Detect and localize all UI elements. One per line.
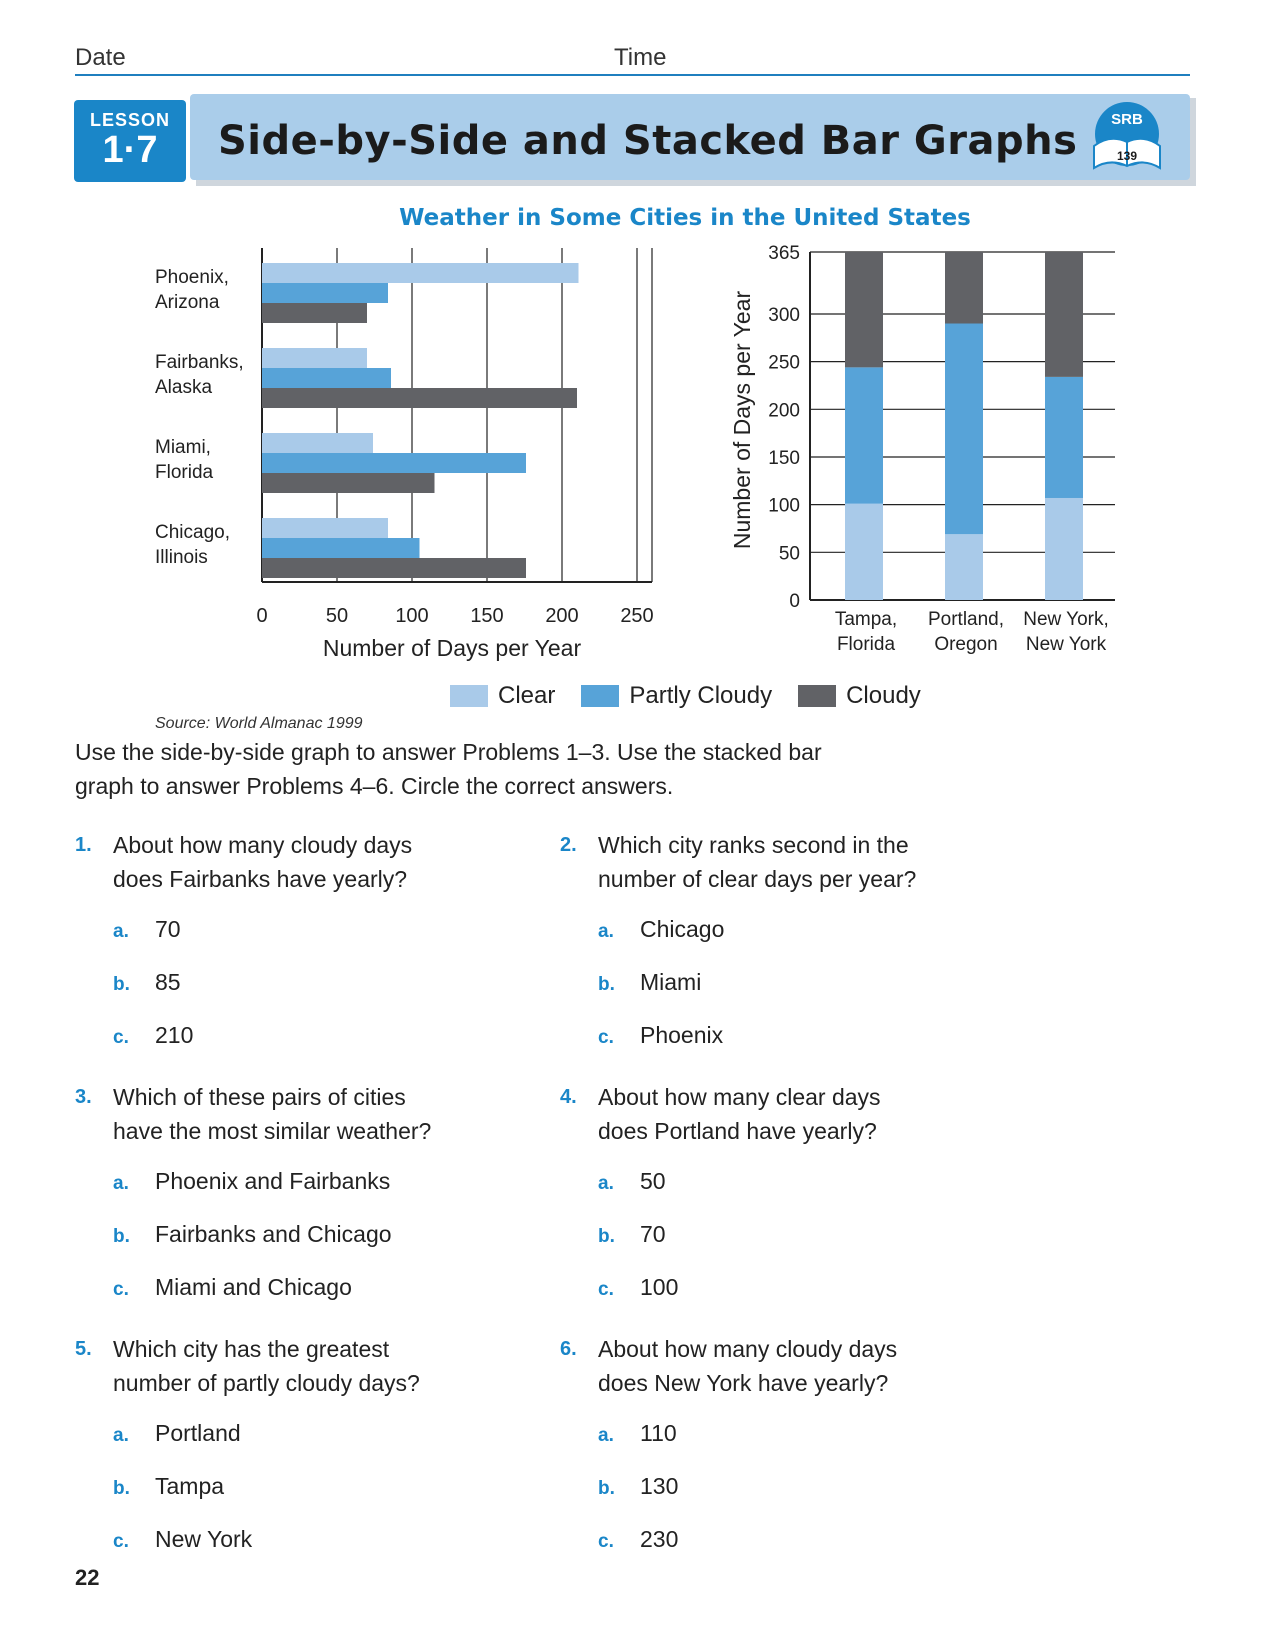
option-a[interactable]: Chicago <box>640 916 725 942</box>
option-letter: a. <box>113 921 129 942</box>
y-tick-label: 100 <box>768 495 800 517</box>
stacked-bar-tampa-clear <box>845 504 883 600</box>
stacked-category-label-tampa: Florida <box>836 634 896 655</box>
legend <box>450 682 947 710</box>
question-text: Which city has the greatest <box>113 1336 390 1362</box>
x-axis-label: Number of Days per Year <box>322 635 582 661</box>
question-number: 6. <box>560 1338 577 1360</box>
lesson-number: 1·7 <box>102 129 158 171</box>
option-a[interactable]: Phoenix and Fairbanks <box>155 1168 391 1194</box>
instructions <box>75 735 975 803</box>
question-number: 2. <box>560 834 577 856</box>
option-b[interactable]: Tampa <box>155 1473 225 1499</box>
option-b[interactable]: Miami <box>640 969 702 995</box>
question-text: number of clear days per year? <box>598 866 917 892</box>
option-letter: a. <box>598 1173 614 1194</box>
stacked-category-label-tampa: Tampa, <box>834 609 898 630</box>
option-letter: b. <box>598 1478 615 1499</box>
category-label-phoenix: Phoenix, <box>155 267 229 288</box>
option-c[interactable]: New York <box>155 1526 253 1552</box>
legend-item-partly-cloudy <box>581 682 772 710</box>
y-tick-label: 200 <box>768 400 800 422</box>
option-letter: a. <box>113 1173 129 1194</box>
option-a[interactable]: 70 <box>155 916 181 942</box>
srb-label: SRB <box>1111 111 1143 128</box>
srb-page: 139 <box>1116 149 1138 163</box>
stacked-bar-portland-partly-cloudy <box>945 324 983 535</box>
instructions-line-1: Use the side-by-side graph to answer Problems 1–3. Use the stacked bar <box>75 739 822 765</box>
option-letter: b. <box>598 974 615 995</box>
legend-swatch-clear <box>450 685 488 707</box>
stacked-bar-chart <box>0 0 1275 680</box>
stacked-bar-portland-cloudy <box>945 252 983 324</box>
legend-item-clear <box>450 682 555 710</box>
y-tick-label: 0 <box>789 591 800 612</box>
question-text: have the most similar weather? <box>113 1118 432 1144</box>
x-tick-label: 50 <box>325 605 349 627</box>
option-letter: c. <box>598 1531 614 1552</box>
option-c[interactable]: Phoenix <box>640 1022 724 1048</box>
question-text: About how many clear days <box>598 1084 881 1110</box>
option-c[interactable]: 230 <box>640 1526 679 1552</box>
option-letter: b. <box>113 1226 130 1247</box>
option-b[interactable]: 130 <box>640 1473 679 1499</box>
category-label-chicago: Chicago, <box>155 522 230 543</box>
option-letter: b. <box>113 974 130 995</box>
date-label: Date <box>75 44 126 71</box>
stacked-bar-new-york-cloudy <box>1045 252 1083 377</box>
option-b[interactable]: 85 <box>155 969 181 995</box>
y-tick-label: 250 <box>768 352 800 374</box>
option-letter: a. <box>113 1425 129 1446</box>
stacked-category-label-new-york: New York, <box>1023 609 1109 630</box>
page-number: 22 <box>75 1565 100 1590</box>
stacked-category-label-portland: Portland, <box>927 609 1005 630</box>
question-text: Which city ranks second in the <box>598 832 909 858</box>
question-number: 1. <box>75 834 92 856</box>
option-c[interactable]: 210 <box>155 1022 194 1048</box>
figure-title: Weather in Some Cities in the United States <box>399 205 971 231</box>
option-letter: a. <box>598 1425 614 1446</box>
question-number: 4. <box>560 1086 577 1108</box>
category-label-miami: Miami, <box>155 437 211 458</box>
option-letter: c. <box>598 1027 614 1048</box>
stacked-category-label-portland: Oregon <box>934 634 998 655</box>
legend-swatch-partly-cloudy <box>581 685 619 707</box>
question-text: does Portland have yearly? <box>598 1118 877 1144</box>
y-tick-label: 300 <box>768 304 800 326</box>
option-letter: c. <box>113 1279 129 1300</box>
legend-label-clear: Clear <box>498 682 556 709</box>
category-label-fairbanks: Fairbanks, <box>155 352 244 373</box>
x-tick-label: 200 <box>545 605 579 627</box>
time-label: Time <box>614 44 667 71</box>
option-a[interactable]: 110 <box>640 1420 677 1446</box>
question-number: 5. <box>75 1338 92 1360</box>
question-number: 3. <box>75 1086 92 1108</box>
option-letter: c. <box>598 1279 614 1300</box>
option-a[interactable]: 50 <box>640 1168 666 1194</box>
stacked-bar-new-york-clear <box>1045 498 1083 600</box>
category-label-miami: Florida <box>155 462 214 483</box>
option-letter: b. <box>113 1478 130 1499</box>
option-a[interactable]: Portland <box>155 1420 241 1446</box>
y-axis-label: Number of Days per Year <box>729 290 755 550</box>
question-text: About how many cloudy days <box>113 832 413 858</box>
option-letter: c. <box>113 1531 129 1552</box>
lesson-word: LESSON <box>89 110 170 130</box>
question-text: Which of these pairs of cities <box>113 1084 406 1110</box>
question-text: does Fairbanks have yearly? <box>113 866 408 892</box>
stacked-bar-tampa-partly-cloudy <box>845 367 883 503</box>
x-tick-label: 0 <box>256 605 268 627</box>
x-tick-label: 150 <box>470 605 504 627</box>
option-letter: b. <box>598 1226 615 1247</box>
option-c[interactable]: 100 <box>640 1274 679 1300</box>
x-tick-label: 100 <box>395 605 429 627</box>
legend-swatch-cloudy <box>798 685 836 707</box>
x-tick-label: 250 <box>620 605 654 627</box>
question-text: does New York have yearly? <box>598 1370 889 1396</box>
y-tick-label: 50 <box>778 543 800 565</box>
stacked-bar-tampa-cloudy <box>845 252 883 367</box>
option-letter: c. <box>113 1027 129 1048</box>
legend-item-cloudy <box>798 682 921 710</box>
category-label-fairbanks: Alaska <box>155 377 213 398</box>
stacked-category-label-new-york: New York <box>1025 634 1107 655</box>
stacked-bar-portland-clear <box>945 534 983 600</box>
source-note: Source: World Almanac 1999 <box>155 715 363 732</box>
option-b[interactable]: 70 <box>640 1221 666 1247</box>
option-c[interactable]: Miami and Chicago <box>155 1274 352 1300</box>
stacked-bar-new-york-partly-cloudy <box>1045 377 1083 498</box>
page-title: Side-by-Side and Stacked Bar Graphs <box>218 118 1078 164</box>
y-tick-label: 365 <box>768 243 800 264</box>
legend-label-cloudy: Cloudy <box>846 682 921 709</box>
category-label-chicago: Illinois <box>155 547 208 568</box>
y-tick-label: 150 <box>768 447 800 469</box>
question-text: number of partly cloudy days? <box>113 1370 420 1396</box>
instructions-line-2: graph to answer Problems 4–6. Circle the correct answers. <box>75 773 674 799</box>
legend-label-partly-cloudy: Partly Cloudy <box>629 682 773 709</box>
option-b[interactable]: Fairbanks and Chicago <box>155 1221 392 1247</box>
category-label-phoenix: Arizona <box>155 292 220 313</box>
option-letter: a. <box>598 921 614 942</box>
question-text: About how many cloudy days <box>598 1336 898 1362</box>
